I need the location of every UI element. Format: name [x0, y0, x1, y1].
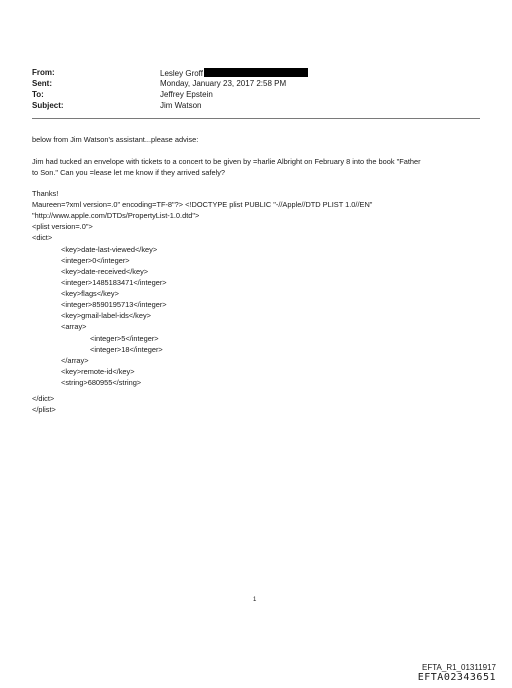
body-line: below from Jim Watson's assistant...please advise: — [32, 135, 199, 144]
subject-label: Subject: — [32, 101, 64, 110]
body-line: Jim had tucked an envelope with tickets to a concert to be given by =harlie Albright on February 8 into the book "Father — [32, 157, 421, 166]
body-line: Maureen=?xml version=.0" encoding=TF-8"?> <!DOCTYPE plist PUBLIC "-//Apple//DTD PLIST 1.0//EN" — [32, 200, 373, 209]
body-line: </plist> — [32, 405, 56, 414]
body-line: <key>flags</key> — [61, 289, 119, 298]
sent-label: Sent: — [32, 79, 52, 88]
page-number: 1 — [253, 597, 257, 603]
body-line: <dict> — [32, 233, 53, 242]
body-line: <key>gmail-label-ids</key> — [61, 311, 151, 320]
to-label: To: — [32, 90, 44, 99]
to-value: Jeffrey Epstein — [160, 90, 213, 99]
body-line: <plist version=.0"> — [32, 222, 93, 231]
body-line: <integer>0</integer> — [61, 256, 130, 265]
sender-name: Lesley Groff — [160, 69, 203, 78]
body-line: Thanks! — [32, 189, 59, 198]
subject-value: Jim Watson — [160, 101, 202, 110]
body-line: <integer>5</integer> — [90, 334, 159, 343]
body-line: </dict> — [32, 394, 55, 403]
sent-value: Monday, January 23, 2017 2:58 PM — [160, 79, 287, 88]
body-line: to Son." Can you =lease let me know if they arrived safely? — [32, 168, 226, 177]
bates-reference-large: EFTA02343651 — [417, 672, 496, 683]
from-label: From: — [32, 68, 55, 77]
body-line: "http://www.apple.com/DTDs/PropertyList-1.0.dtd"> — [32, 211, 200, 220]
body-line: <key>remote-id</key> — [61, 367, 135, 376]
header-divider — [32, 118, 480, 119]
body-line: <array> — [61, 322, 87, 331]
body-line: </array> — [61, 356, 89, 365]
bates-reference-small: EFTA_R1_01311917 — [422, 663, 496, 672]
from-value — [160, 68, 308, 79]
body-line: <integer>1485183471</integer> — [61, 278, 167, 287]
body-line: <integer>18</integer> — [90, 345, 163, 354]
body-line: <integer>8590195713</integer> — [61, 300, 167, 309]
body-line: <key>date-last-viewed</key> — [61, 245, 158, 254]
body-line: <key>date-received</key> — [61, 267, 149, 276]
body-line: <string>680955</string> — [61, 378, 142, 387]
redaction-bar — [204, 68, 308, 77]
